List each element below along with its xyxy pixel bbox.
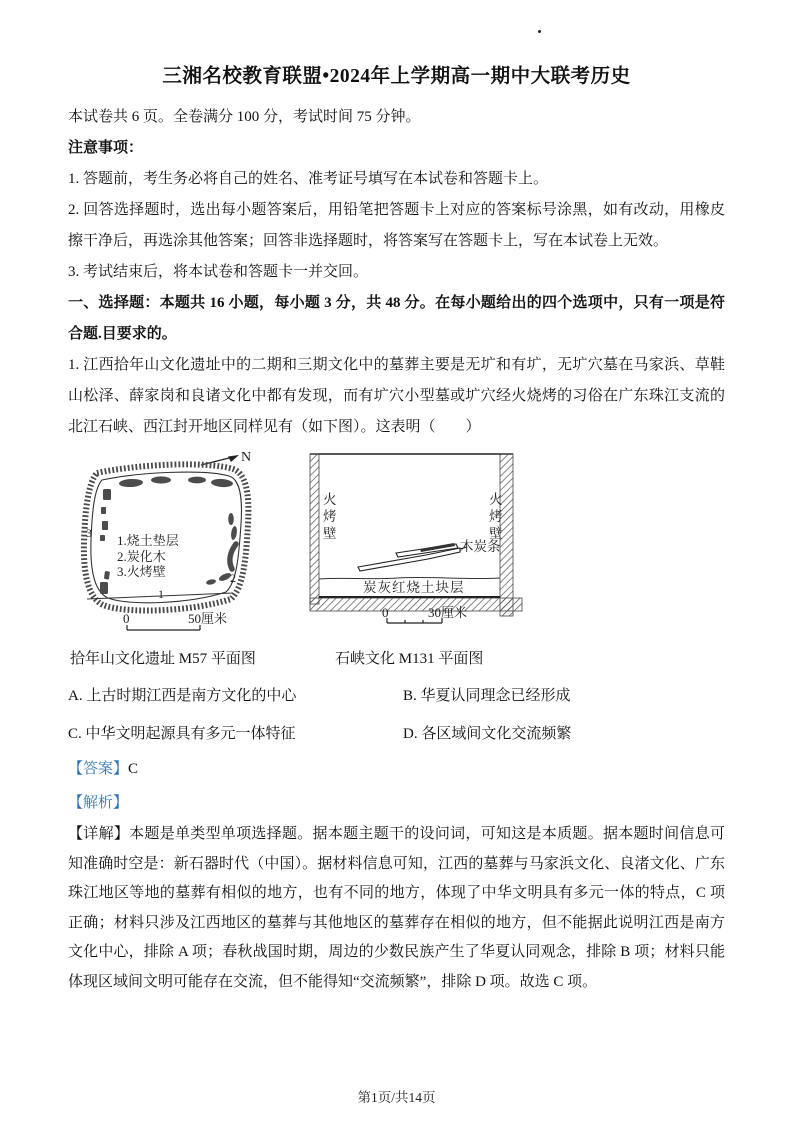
marker-2: 2 — [230, 571, 236, 585]
figure-right-section — [308, 449, 533, 645]
notice-heading: 注意事项： — [68, 140, 144, 156]
option-b: B. 华夏认同理念已经形成 — [403, 688, 571, 704]
wall-label-left: 火烤壁 — [323, 492, 337, 541]
scale-zero-left: 0 — [123, 611, 130, 626]
left-wall-hatch — [310, 454, 319, 604]
scale-label-left: 50厘米 — [188, 611, 228, 626]
charcoal-spots-top — [119, 476, 233, 487]
legend-item-2: 2.炭化木 — [117, 548, 166, 564]
option-a: A. 上古时期江西是南方文化的中心 — [68, 688, 297, 704]
answer-options — [68, 681, 725, 750]
scale-zero-right: 0 — [382, 605, 389, 620]
answer-line — [68, 754, 725, 784]
caption-right: 石峡文化 M131 平面图 — [335, 651, 484, 667]
charcoal-label: 木炭条 — [460, 539, 501, 554]
question-stem: 1. 江西拾年山文化遗址中的二期和三期文化中的墓葬主要是无圹和有圹，无圹穴墓在马家浜、草鞋山松泽、薛家岗和良诸文化中都有发现，而有圹穴小型墓或圹穴经火烧烤的习俗在广东珠江支流的北江石峡、西江封开地区同样见有（如下图）。这表明（ ） — [68, 357, 725, 435]
figure-left-site-plan — [73, 449, 273, 645]
charcoal-spots-left — [100, 489, 111, 594]
site-plan-legend — [117, 533, 179, 580]
north-label: N — [241, 450, 252, 465]
page-title: 三湘名校教育联盟•2024年上学期高一期中大联考历史 — [162, 66, 631, 87]
detail-paragraph — [68, 820, 725, 997]
analysis-label: 【解析】 — [68, 795, 129, 811]
caption-left: 拾年山文化遗址 M57 平面图 — [70, 651, 256, 667]
marker-3: 3 — [86, 526, 92, 540]
section-heading: 一、选择题：本题共 16 小题，每小题 3 分，共 48 分。在每小题给出的四个选项中，只有一项是符合题.目要求的。 — [68, 295, 725, 342]
option-d: D. 各区域间文化交流频繁 — [403, 726, 572, 742]
notice-item-2: 2. 回答选择题时，选出每小题答案后，用铅笔把答题卡上对应的答案标号涂黑，如有改动，用橡皮擦干净后，再选涂其他答案；回答非选择题时，将答案写在答题卡上，写在本试卷上无效。 — [68, 202, 725, 249]
marker-1: 1 — [158, 587, 164, 601]
question-figures — [68, 449, 725, 645]
exam-info: 本试卷共 6 页。全卷满分 100 分，考试时间 75 分钟。 — [68, 109, 421, 125]
page-footer: 第1页/共14页 — [357, 1090, 436, 1105]
analysis-line — [68, 788, 725, 818]
charcoal-strips — [358, 543, 467, 571]
scale-label-right: 30厘米 — [428, 605, 468, 620]
option-c: C. 中华文明起源具有多元一体特征 — [68, 726, 296, 742]
legend-item-1: 1.烧土垫层 — [117, 533, 179, 548]
notice-item-1: 1. 答题前，考生务必将自己的姓名、准考证号填写在本试卷和答题卡上。 — [68, 171, 549, 187]
detail-text: 本题是单类型单项选择题。据本题主题干的设问词，可知这是本质题。据本题时间信息可知准确时空是：新石器时代（中国）。据材料信息可知，江西的墓葬与马家浜文化、良渚文化、广东珠江地区等地的墓葬有相似的地方，也有不同的地方，体现了中华文明具有多元一体的特点，C 项正确；材料只涉及江西地区的墓葬与其他地区的墓葬存在相似的地方，但不能据此说明江西是南方文化中心，排除 A 项；春秋战国时期，周边的少数民族产生了华夏认同观念，排除 B 项；材料只能体现区域间文明可能存在交流，但不能得知“交流频繁”，排除 D 项。故选 C 项。 — [68, 826, 725, 990]
ash-layer-line — [319, 577, 500, 579]
layer-label: 炭灰红烧土块层 — [363, 580, 465, 595]
notice-item-3: 3. 考试结束后，将本试卷和答题卡一并交回。 — [68, 264, 369, 280]
wall-label-right: 火烤壁 — [489, 492, 503, 541]
bottom-hatch — [310, 598, 522, 611]
legend-item-3: 3.火烤壁 — [117, 564, 166, 579]
detail-label: 【详解】 — [68, 826, 130, 842]
answer-value: C — [128, 761, 139, 777]
stray-mark — [538, 30, 541, 33]
figure-captions — [68, 647, 725, 671]
answer-label: 【答案】 — [68, 761, 129, 777]
